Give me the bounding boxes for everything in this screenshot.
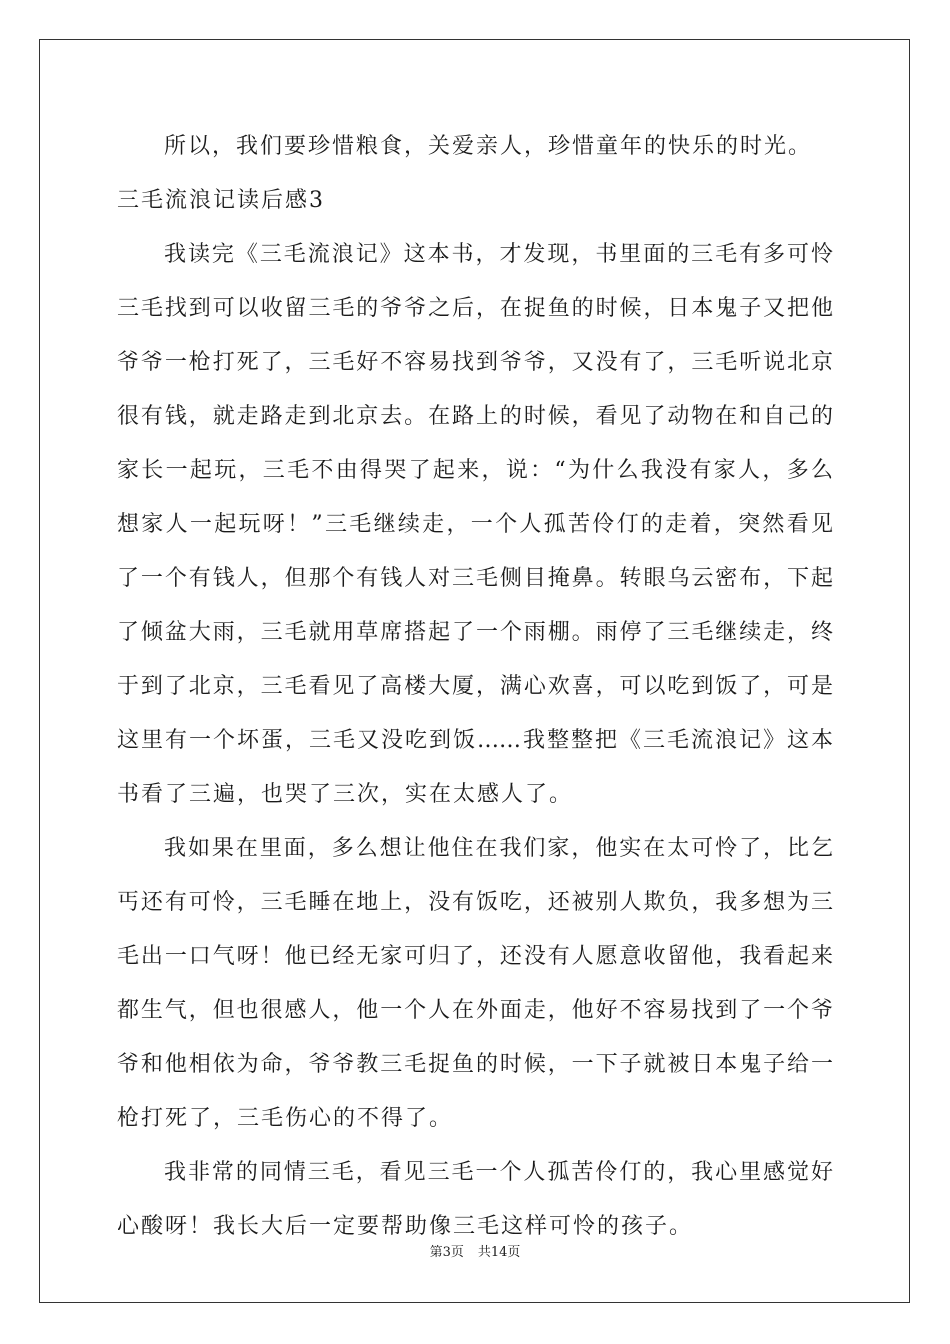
- text-line: 书看了三遍，也哭了三次，实在太感人了。: [117, 782, 574, 807]
- text-line: 我非常的同情三毛，看见三毛一个人孤苦伶仃的，我心里感觉好: [164, 1160, 833, 1185]
- paragraph: [117, 228, 833, 822]
- text-line: 爷和他相依为命，爷爷教三毛捉鱼的时候，一下子就被日本鬼子给一: [117, 1052, 833, 1077]
- text-line: 很有钱，就走路走到北京去。在路上的时候，看见了动物在和自己的: [117, 404, 833, 429]
- page-number: 第3页: [429, 1245, 464, 1260]
- total-pages: 共14页: [477, 1245, 521, 1260]
- page-footer: [0, 1245, 950, 1261]
- text-line: 我如果在里面，多么想让他住在我们家，他实在太可怜了，比乞: [164, 836, 833, 861]
- text-line: 了一个有钱人，但那个有钱人对三毛侧目掩鼻。转眼乌云密布，下起: [117, 566, 833, 591]
- text-line: 丐还有可怜，三毛睡在地上，没有饭吃，还被别人欺负，我多想为三: [117, 890, 833, 915]
- document-body: [117, 120, 833, 1254]
- text-line: 这里有一个坏蛋，三毛又没吃到饭……我整整把《三毛流浪记》这本: [117, 728, 833, 753]
- text-line: 都生气，但也很感人，他一个人在外面走，他好不容易找到了一个爷: [117, 998, 833, 1023]
- text-line: 三毛流浪记读后感3: [117, 188, 325, 213]
- text-line: 于到了北京，三毛看见了高楼大厦，满心欢喜，可以吃到饭了，可是: [117, 674, 833, 699]
- text-line: 爷爷一枪打死了，三毛好不容易找到爷爷，又没有了，三毛听说北京: [117, 350, 833, 375]
- paragraph: [117, 1146, 833, 1254]
- text-line: 家长一起玩，三毛不由得哭了起来，说：“为什么我没有家人，多么: [117, 458, 833, 483]
- text-line: 三毛找到可以收留三毛的爷爷之后，在捉鱼的时候，日本鬼子又把他: [117, 296, 833, 321]
- paragraph: [117, 174, 833, 228]
- text-line: 枪打死了，三毛伤心的不得了。: [117, 1106, 454, 1131]
- paragraph: [117, 120, 833, 174]
- text-line: 所以，我们要珍惜粮食，关爱亲人，珍惜童年的快乐的时光。: [164, 134, 813, 159]
- paragraph: [117, 822, 833, 1146]
- text-line: 了倾盆大雨，三毛就用草席搭起了一个雨棚。雨停了三毛继续走，终: [117, 620, 833, 645]
- text-line: 我读完《三毛流浪记》这本书，才发现，书里面的三毛有多可怜: [164, 242, 833, 267]
- text-line: 想家人一起玩呀！”三毛继续走，一个人孤苦伶仃的走着，突然看见: [117, 512, 833, 537]
- text-line: 毛出一口气呀！他已经无家可归了，还没有人愿意收留他，我看起来: [117, 944, 833, 969]
- text-line: 心酸呀！我长大后一定要帮助像三毛这样可怜的孩子。: [117, 1214, 694, 1239]
